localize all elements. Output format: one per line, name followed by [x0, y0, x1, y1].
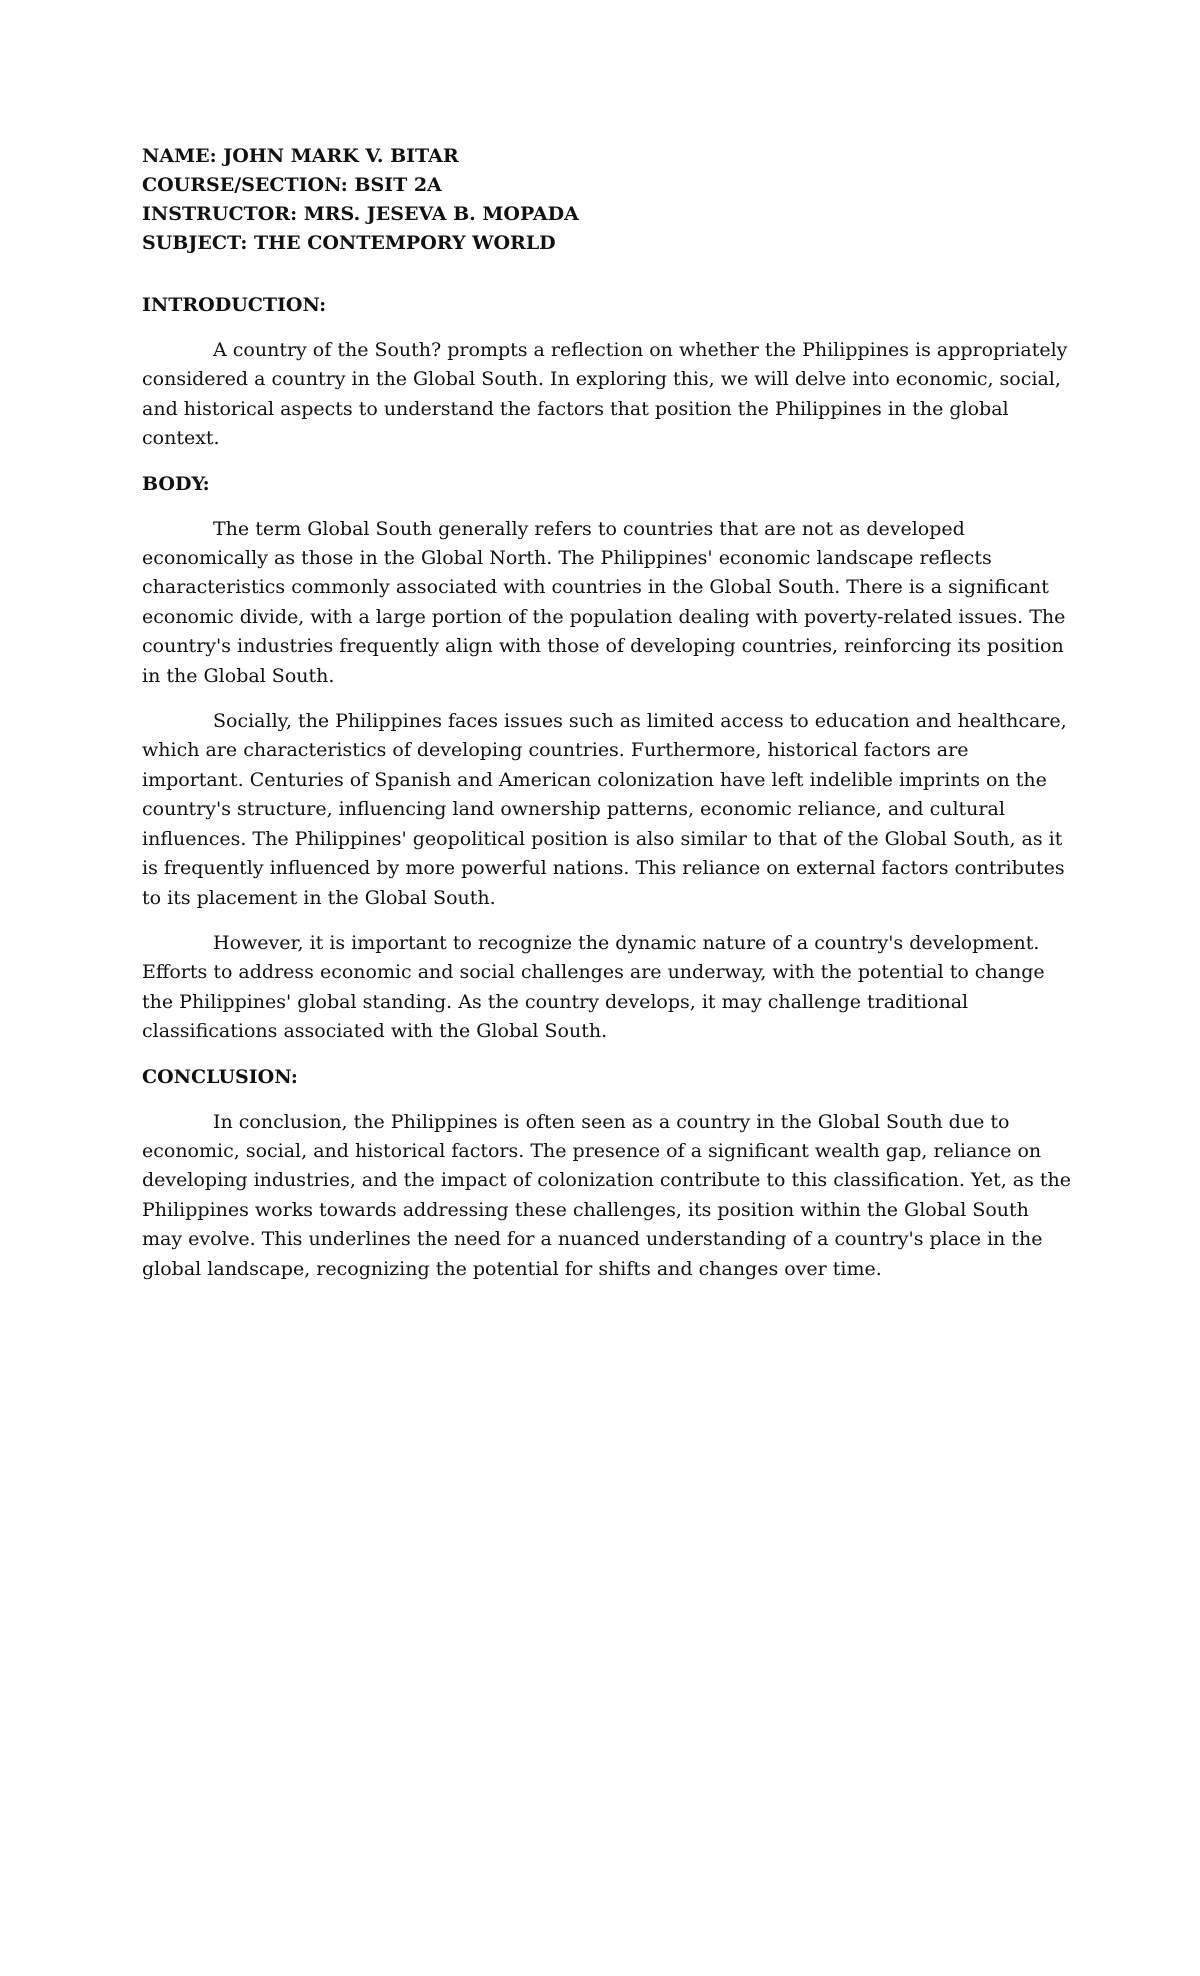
course-section: COURSE/SECTION: BSIT 2A: [142, 174, 442, 196]
body-paragraph: However, it is important to recognize the dynamic nature of a country's development. Efforts to address economic and social challenges are underway, with the potential to change the Philippines' global standing. As the country develops, it may challenge traditional classifications associated with the Global South.: [142, 931, 1045, 1043]
conclusion-section: [142, 1063, 1072, 1284]
instructor: INSTRUCTOR: MRS. JESEVA B. MOPADA: [142, 203, 579, 225]
body-section: [142, 470, 1072, 1047]
body-paragraph: The term Global South generally refers to countries that are not as developed economically as those in the Global North. The Philippines' economic landscape reflects characteristics commonly associated with countries in the Global South. There is a significant economic divide, with a large portion of the population dealing with poverty-related issues. The country's industries frequently align with those of developing countries, reinforcing its position in the Global South.: [142, 517, 1066, 687]
conclusion-heading: CONCLUSION:: [142, 1065, 298, 1088]
document-page: [142, 142, 1072, 1284]
subject: SUBJECT: THE CONTEMPORY WORLD: [142, 232, 556, 254]
introduction-section: [142, 291, 1072, 454]
introduction-heading: INTRODUCTION:: [142, 294, 327, 316]
body-heading: BODY:: [142, 472, 210, 495]
conclusion-paragraph: In conclusion, the Philippines is often seen as a country in the Global South due to economic, social, and historical factors. The presence of a significant wealth gap, reliance on developing industries, and the impact of colonization contribute to this classification. Yet, as the Philippines works towards addressing these challenges, its position within the Global South may evolve. This underlines the need for a nuanced understanding of a country's place in the global landscape, recognizing the potential for shifts and changes over time.: [142, 1110, 1072, 1280]
introduction-paragraph: A country of the South? prompts a reflection on whether the Philippines is appropriately considered a country in the Global South. In exploring this, we will delve into economic, social, and historical aspects to understand the factors that position the Philippines in the global context.: [142, 339, 1068, 450]
header-block: [142, 142, 1072, 258]
body-paragraph: Socially, the Philippines faces issues such as limited access to education and healthcare, which are characteristics of developing countries. Furthermore, historical factors are important. Centuries of Spanish and American colonization have left indelible imprints on the country's structure, influencing land ownership patterns, economic reliance, and cultural influences. The Philippines' geopolitical position is also similar to that of the Global South, as it is frequently influenced by more powerful nations. This reliance on external factors contributes to its placement in the Global South.: [142, 710, 1067, 909]
student-name: NAME: JOHN MARK V. BITAR: [142, 145, 459, 167]
